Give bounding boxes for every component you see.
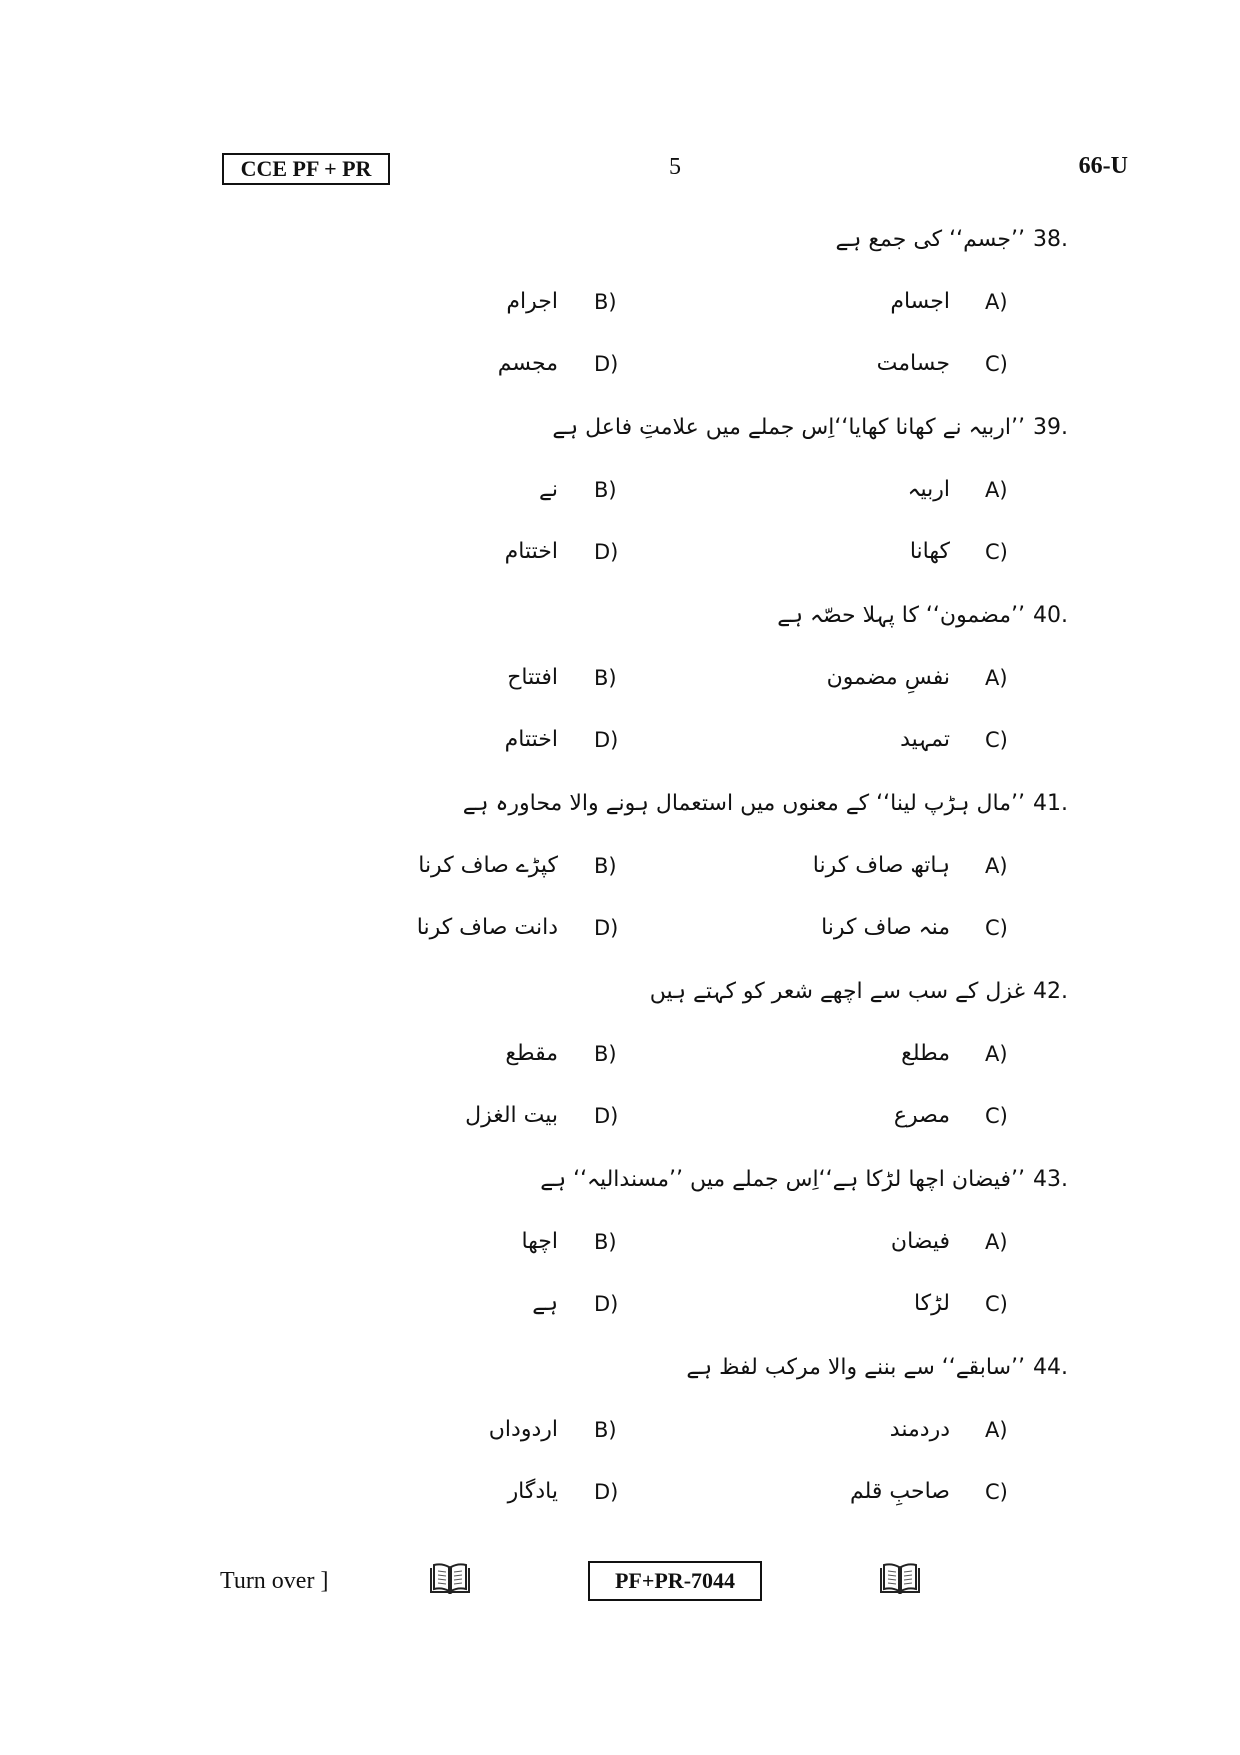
option-text: منہ صاف کرنا (821, 915, 950, 940)
question-text: ’’جسم‘‘ کی جمع ہے (835, 227, 1025, 252)
option-label: B) (594, 1418, 617, 1442)
option-label: B) (594, 1042, 617, 1066)
option-text: اجسام (890, 289, 950, 314)
option-text: مصرع (893, 1103, 950, 1128)
option-label: A) (985, 1230, 1008, 1254)
option-text: اجرام (506, 289, 558, 314)
question-number: 41. (1033, 791, 1068, 816)
option-label: C) (985, 1292, 1008, 1316)
option-text: دردمند (889, 1417, 950, 1442)
option-text: مجسم (497, 351, 558, 376)
option-label: B) (594, 1230, 617, 1254)
option-label: A) (985, 666, 1008, 690)
option-text: کھانا (909, 539, 950, 564)
question-number: 43. (1033, 1167, 1068, 1192)
option-text: اربیہ (907, 477, 950, 502)
turn-over-text: Turn over ] (220, 1568, 329, 1594)
option-text: مقطع (505, 1041, 558, 1066)
question-text: ’’فیضان اچھا لڑکا ہے‘‘اِس جملے میں ’’مسندالیہ‘‘ ہے (540, 1167, 1025, 1192)
option-text: اختتام (504, 539, 558, 564)
option-text: اچھا (521, 1229, 558, 1254)
option-text: فیضان (890, 1229, 950, 1254)
question-text: ’’سابقے‘‘ سے بننے والا مرکب لفظ ہے (686, 1355, 1025, 1380)
question-number: 40. (1033, 603, 1068, 628)
option-text: افتتاح (507, 665, 558, 690)
option-label: D) (594, 540, 619, 564)
option-label: A) (985, 478, 1008, 502)
open-book-icon (878, 1562, 922, 1596)
option-label: B) (594, 854, 617, 878)
option-text: کپڑے صاف کرنا (418, 853, 558, 878)
paper-code-box (588, 1561, 762, 1601)
page-number: 5 (669, 154, 681, 180)
option-label: A) (985, 1042, 1008, 1066)
option-label: C) (985, 540, 1008, 564)
header-right-code: 66-U (1078, 153, 1128, 179)
option-label: A) (985, 1418, 1008, 1442)
paper-code: PF+PR-7044 (614, 1568, 736, 1593)
option-label: A) (985, 854, 1008, 878)
option-text: اختتام (504, 727, 558, 752)
option-text: نے (538, 477, 558, 502)
question-text: غزل کے سب سے اچھے شعر کو کہتے ہیں (649, 979, 1025, 1004)
option-text: تمہید (900, 727, 950, 752)
option-label: B) (594, 478, 617, 502)
option-label: C) (985, 916, 1008, 940)
option-text: یادگار (507, 1479, 558, 1504)
open-book-icon (428, 1562, 472, 1596)
option-text: ہے (532, 1291, 558, 1316)
option-label: C) (985, 1480, 1008, 1504)
header-left-code: CCE PF + PR (240, 156, 372, 181)
option-label: C) (985, 728, 1008, 752)
option-text: اردوداں (488, 1417, 558, 1442)
option-text: ہاتھ صاف کرنا (812, 853, 950, 878)
option-label: A) (985, 290, 1008, 314)
option-text: جسامت (876, 351, 950, 376)
option-label: D) (594, 352, 619, 376)
option-label: D) (594, 916, 619, 940)
question-number: 44. (1033, 1355, 1068, 1380)
question-text: ’’مال ہڑپ لینا‘‘ کے معنوں میں استعمال ہونے والا محاورہ ہے (462, 791, 1025, 816)
option-label: D) (594, 1104, 619, 1128)
header-left-code-box (222, 153, 390, 185)
question-number: 38. (1033, 227, 1068, 252)
option-label: B) (594, 666, 617, 690)
option-label: C) (985, 352, 1008, 376)
question-number: 39. (1033, 415, 1068, 440)
option-label: D) (594, 728, 619, 752)
option-label: D) (594, 1480, 619, 1504)
option-label: B) (594, 290, 617, 314)
option-text: مطلع (901, 1041, 950, 1066)
question-text: ’’مضمون‘‘ کا پہلا حصّہ ہے (777, 603, 1025, 628)
option-text: بیت الغزل (465, 1103, 558, 1128)
option-text: لڑکا (913, 1291, 950, 1316)
option-text: صاحبِ قلم (849, 1479, 950, 1504)
question-text: ’’اربیہ نے کھانا کھایا‘‘اِس جملے میں علامتِ فاعل ہے (552, 415, 1025, 440)
option-text: دانت صاف کرنا (416, 915, 558, 940)
option-label: C) (985, 1104, 1008, 1128)
option-text: نفسِ مضمون (826, 665, 950, 690)
option-label: D) (594, 1292, 619, 1316)
question-number: 42. (1033, 979, 1068, 1004)
